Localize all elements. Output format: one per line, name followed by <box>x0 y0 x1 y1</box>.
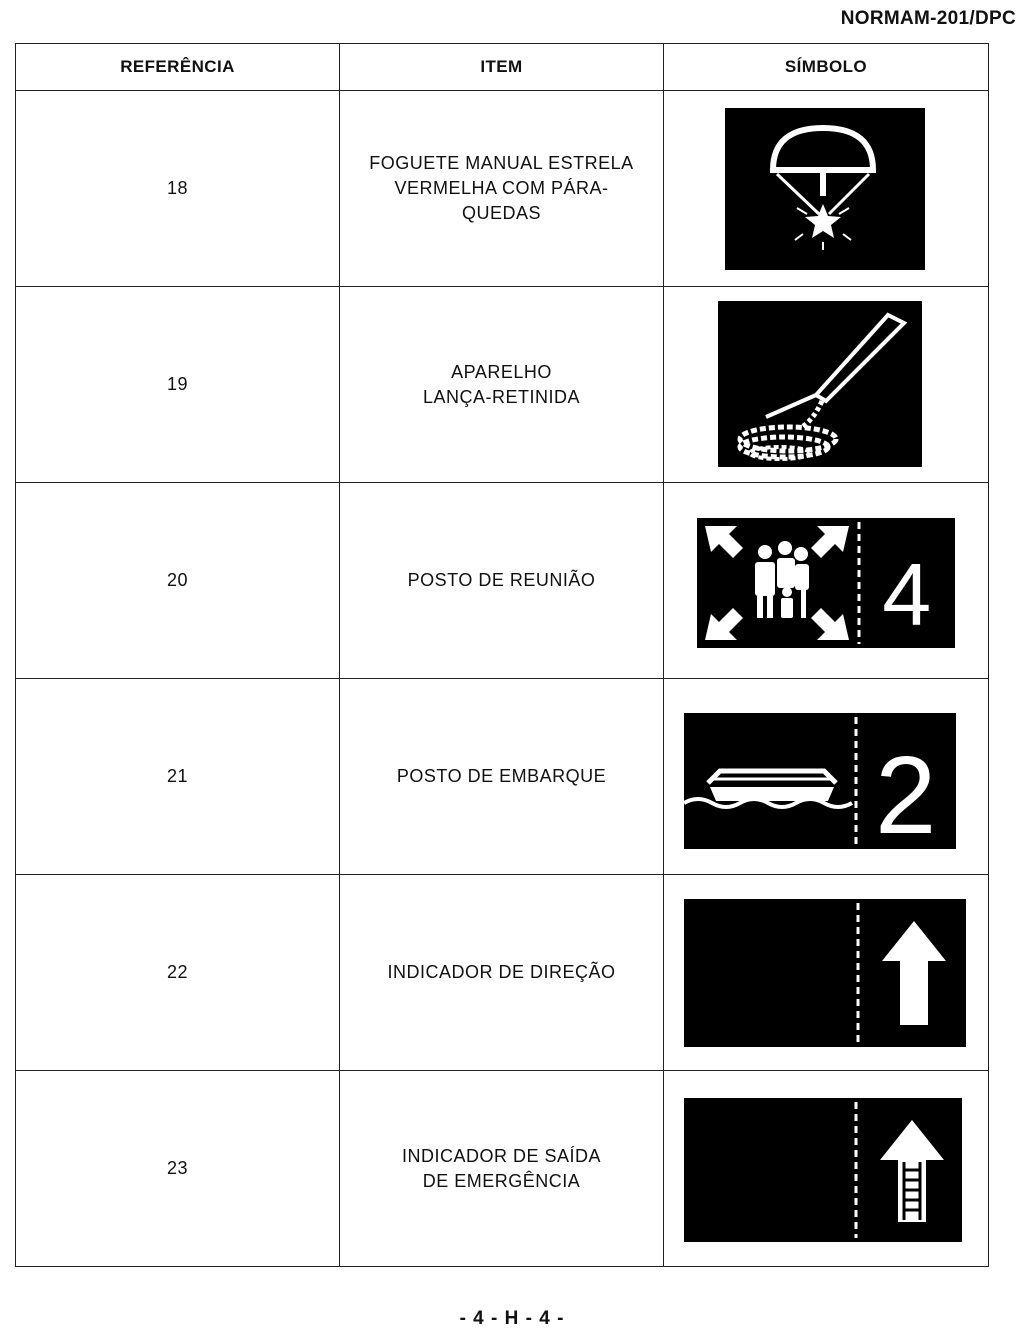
item-cell <box>340 875 664 1071</box>
table-row <box>16 91 989 287</box>
item-label: INDICADOR DE SAÍDA DE EMERGÊNCIA <box>401 1145 602 1191</box>
embarkation-station-number: 2 <box>875 734 937 849</box>
direction-arrow-icon <box>684 899 966 1047</box>
item-cell <box>340 287 664 483</box>
table-row <box>16 1071 989 1267</box>
symbol-cell <box>664 91 989 287</box>
reference-cell: 18 <box>16 91 340 287</box>
item-cell <box>340 679 664 875</box>
item-label: POSTO DE REUNIÃO <box>407 570 596 590</box>
symbol-cell <box>664 1071 989 1267</box>
reference-cell: 22 <box>16 875 340 1071</box>
column-header-reference: REFERÊNCIA <box>16 44 340 91</box>
table-row <box>16 287 989 483</box>
item-cell <box>340 91 664 287</box>
table-header-row <box>16 44 989 91</box>
column-header-symbol: SÍMBOLO <box>664 44 989 91</box>
page-number: - 4 - H - 4 - <box>459 1308 565 1329</box>
table-row <box>16 875 989 1071</box>
reference-cell: 19 <box>16 287 340 483</box>
table-row <box>16 679 989 875</box>
document-code: NORMAM-201/DPC <box>840 8 1016 29</box>
item-label: INDICADOR DE DIREÇÃO <box>387 962 616 982</box>
symbol-cell <box>664 679 989 875</box>
reference-cell: 23 <box>16 1071 340 1267</box>
item-label: FOGUETE MANUAL ESTRELA VERMELHA COM PÁRA- QUEDAS <box>369 153 634 223</box>
emergency-exit-arrow-icon <box>684 1098 962 1242</box>
reference-cell: 20 <box>16 483 340 679</box>
muster-station-number: 4 <box>882 545 932 644</box>
reference-cell: 21 <box>16 679 340 875</box>
table-row <box>16 483 989 679</box>
symbol-cell <box>664 483 989 679</box>
parachute-flare-icon <box>725 108 925 270</box>
item-cell <box>340 483 664 679</box>
embarkation-station-icon <box>684 713 956 849</box>
symbol-cell <box>664 287 989 483</box>
item-label: POSTO DE EMBARQUE <box>396 766 607 786</box>
column-header-item: ITEM <box>340 44 664 91</box>
line-throwing-appliance-icon <box>718 301 922 467</box>
symbol-table <box>15 43 989 1267</box>
symbol-cell <box>664 875 989 1071</box>
item-cell <box>340 1071 664 1267</box>
item-label: APARELHO LANÇA-RETINIDA <box>422 361 581 407</box>
muster-station-icon <box>697 518 955 648</box>
